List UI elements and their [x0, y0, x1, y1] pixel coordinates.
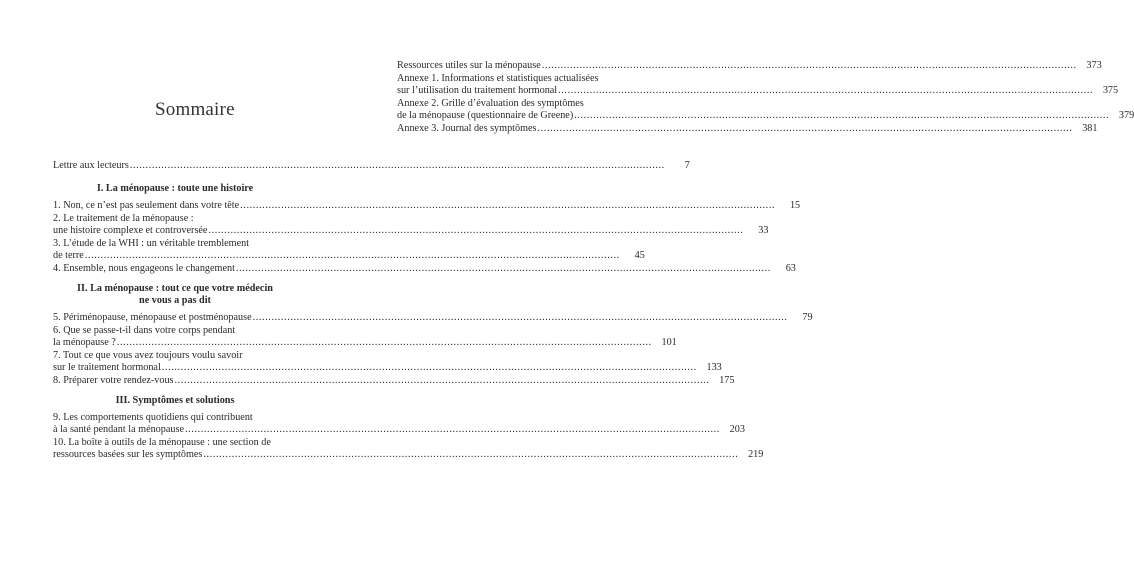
toc-entry[interactable] — [53, 213, 769, 237]
toc-page-number: 175 — [719, 375, 735, 386]
toc-page-number: 101 — [661, 337, 677, 348]
section-heading: II. La ménopause : tout ce que votre médecin ne vous a pas dit — [77, 283, 273, 306]
toc-entry-text: la ménopause ? — [53, 337, 116, 348]
dot-leader — [558, 85, 1093, 97]
toc-entry-text: à la santé pendant la ménopause — [53, 424, 184, 435]
toc-entry[interactable] — [53, 325, 677, 349]
toc-page-number: 133 — [706, 362, 722, 373]
toc-page-number: 219 — [748, 449, 764, 460]
section-heading: I. La ménopause : toute une histoire — [96, 183, 254, 194]
toc-page-number: 375 — [1102, 85, 1119, 96]
dot-leader — [574, 110, 1109, 122]
dot-leader — [117, 337, 652, 349]
dot-leader — [162, 362, 697, 374]
toc-entry-text: 3. L’étude de la WHI : un véritable tremblement — [53, 238, 250, 249]
toc-page-number: 79 — [802, 312, 813, 323]
toc-entry-text: Ressources utiles sur la ménopause — [397, 60, 541, 71]
toc-page-number: 63 — [785, 263, 796, 274]
toc-entry[interactable] — [53, 263, 796, 275]
toc-entry[interactable] — [397, 73, 1119, 97]
toc-page-number: 7 — [684, 160, 690, 171]
dot-leader — [130, 160, 665, 172]
toc-right-column — [397, 60, 1134, 135]
dot-leader — [538, 123, 1073, 135]
toc-entry-text: Lettre aux lecteurs — [53, 160, 129, 171]
toc-entry[interactable] — [53, 312, 813, 324]
toc-entry[interactable] — [397, 98, 1134, 122]
toc-entry[interactable] — [397, 123, 1098, 135]
toc-entry-text: ressources basées sur les symptômes — [53, 449, 203, 460]
dot-leader — [240, 200, 775, 212]
dot-leader — [85, 250, 620, 262]
toc-page-number: 45 — [634, 250, 645, 261]
toc-entry[interactable] — [53, 350, 722, 374]
dot-leader — [208, 225, 743, 237]
toc-entry-text: une histoire complexe et controversée — [53, 225, 208, 236]
toc-entry-text: de terre — [53, 250, 84, 261]
dot-leader — [253, 312, 788, 324]
toc-entry[interactable] — [53, 238, 645, 262]
dot-leader — [175, 375, 710, 387]
toc-entry-text: 4. Ensemble, nous engageons le changement — [53, 263, 235, 274]
toc-entry-text: 6. Que se passe-t-il dans votre corps pendant — [53, 325, 236, 336]
toc-entry[interactable] — [53, 437, 764, 461]
toc-entry[interactable] — [53, 375, 735, 387]
dot-leader — [203, 449, 738, 461]
dot-leader — [236, 263, 771, 275]
toc-entry[interactable] — [53, 412, 745, 436]
toc-entry-text: Annexe 3. Journal des symptômes — [397, 123, 537, 134]
toc-entry-text: sur l’utilisation du traitement hormonal — [397, 85, 558, 96]
toc-entry-text: Annexe 1. Informations et statistiques actualisées — [397, 73, 599, 84]
toc-entry[interactable] — [53, 160, 690, 172]
page-title: Sommaire — [155, 99, 235, 120]
toc-page-number: 33 — [758, 225, 769, 236]
toc-entry-text: 5. Périménopause, ménopause et postménopause — [53, 312, 252, 323]
toc-entry-text: 10. La boîte à outils de la ménopause : une section de — [53, 437, 271, 448]
toc-entry-text: 8. Préparer votre rendez-vous — [53, 375, 174, 386]
toc-entry-text: de la ménopause (questionnaire de Greene) — [397, 110, 574, 121]
toc-entry-text: Annexe 2. Grille d’évaluation des symptômes — [397, 98, 584, 109]
toc-left-column — [53, 160, 813, 461]
toc-entry-text: 1. Non, ce n’est pas seulement dans votre tête — [53, 200, 240, 211]
toc-page-number: 379 — [1118, 110, 1134, 121]
toc-page-number: 203 — [729, 424, 745, 435]
toc-entry-text: 2. Le traitement de la ménopause : — [53, 213, 194, 224]
toc-entry[interactable] — [397, 60, 1102, 72]
toc-page-number: 373 — [1086, 60, 1102, 71]
toc-entry[interactable] — [53, 200, 801, 212]
dot-leader — [185, 424, 720, 436]
toc-entry-text: 9. Les comportements quotidiens qui contribuent — [53, 412, 253, 423]
dot-leader — [542, 60, 1077, 72]
toc-entry-text: 7. Tout ce que vous avez toujours voulu savoir — [53, 350, 243, 361]
toc-entry-text: sur le traitement hormonal — [53, 362, 161, 373]
toc-page-number: 381 — [1082, 123, 1098, 134]
toc-page-number: 15 — [789, 200, 801, 211]
section-heading: III. Symptômes et solutions — [115, 395, 235, 406]
